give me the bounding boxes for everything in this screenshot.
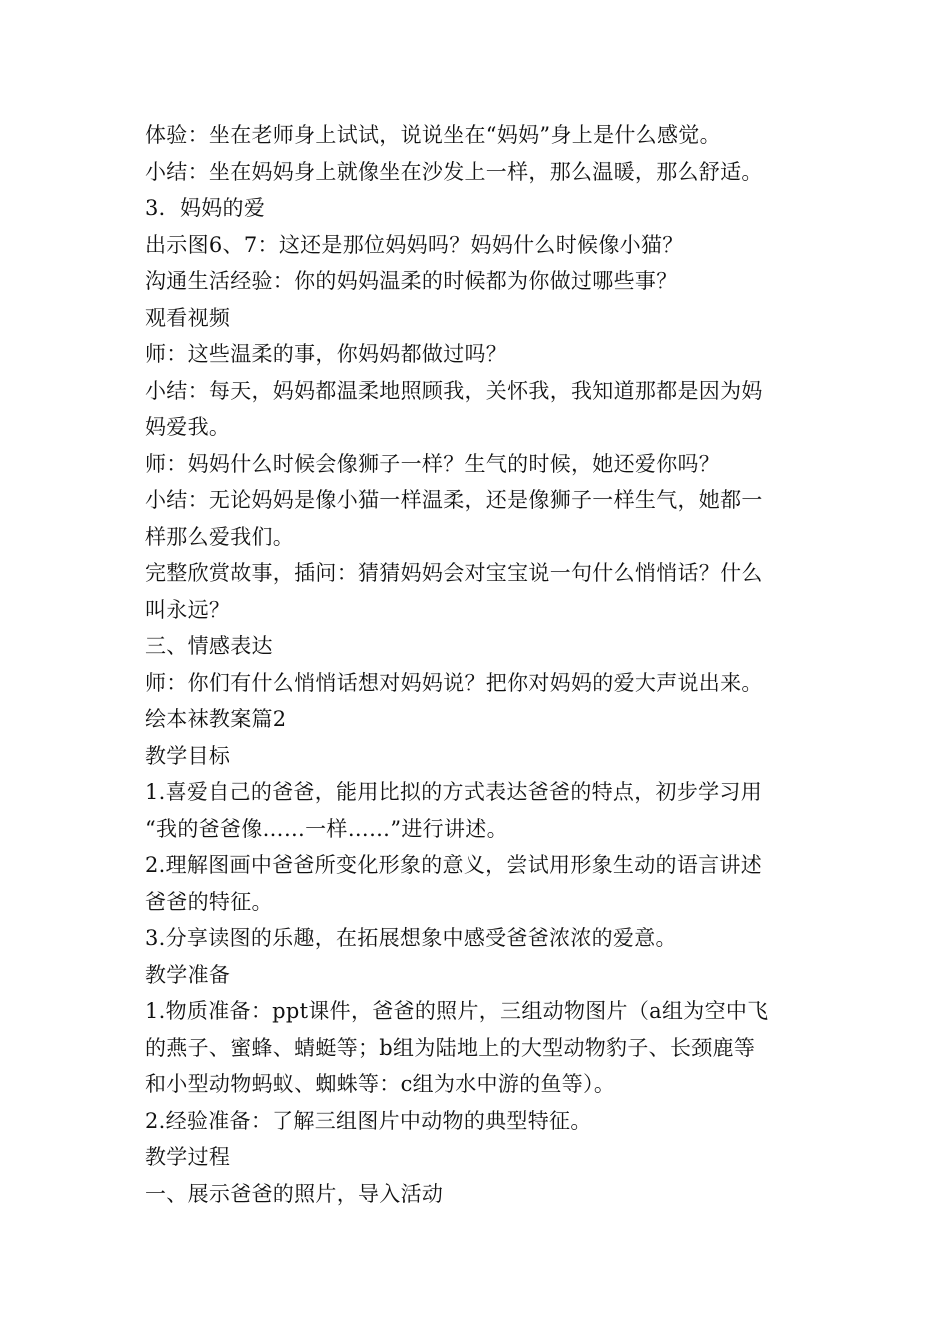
document-body	[145, 117, 810, 1212]
text-line: 爸爸的特征。	[145, 889, 273, 914]
text-line: 1.喜爱自己的爸爸，能用比拟的方式表达爸爸的特点，初步学习用	[145, 780, 763, 804]
text-line: 观看视频	[145, 305, 231, 330]
text-line: 出示图6、7：这还是那位妈妈吗？妈妈什么时候像小猫？	[145, 232, 684, 257]
text-line: 师：你们有什么悄悄话想对妈妈说？把你对妈妈的爱大声说出来。	[145, 670, 763, 695]
section-heading: 教学目标	[145, 743, 231, 768]
section-heading: 教学准备	[145, 962, 231, 987]
text-line: 的燕子、蜜蜂、蜻蜓等；b组为陆地上的大型动物豹子、长颈鹿等	[145, 1035, 756, 1060]
text-line: “我的爸爸像……一样……”进行讲述。	[145, 816, 508, 841]
text-line: 师：这些温柔的事，你妈妈都做过吗？	[145, 342, 508, 366]
text-line: 和小型动物蚂蚁、蜘蛛等：c组为水中游的鱼等）。	[145, 1072, 616, 1096]
text-line: 师：妈妈什么时候会像狮子一样？生气的时候，她还爱你吗？	[145, 451, 721, 476]
text-line: 小结：无论妈妈是像小猫一样温柔，还是像狮子一样生气，她都一	[145, 488, 763, 512]
section-heading: 教学过程	[145, 1145, 231, 1169]
text-line: 完整欣赏故事，插问：猜猜妈妈会对宝宝说一句什么悄悄话？什么	[145, 561, 763, 585]
text-line: 妈爱我。	[145, 415, 231, 439]
text-line: 3.分享读图的乐趣，在拓展想象中感受爸爸浓浓的爱意。	[145, 926, 677, 950]
text-line: 沟通生活经验：你的妈妈温柔的时候都为你做过哪些事？	[145, 269, 678, 293]
text-line: 2.理解图画中爸爸所变化形象的意义，尝试用形象生动的语言讲述	[145, 853, 763, 877]
text-line: 叫永远？	[145, 597, 231, 622]
section-heading: 3．妈妈的爱	[145, 196, 266, 220]
text-line: 小结：坐在妈妈身上就像坐在沙发上一样，那么温暖，那么舒适。	[145, 159, 763, 184]
text-line: 体验：坐在老师身上试试，说说坐在“妈妈”身上是什么感觉。	[145, 123, 721, 147]
section-heading: 三、情感表达	[145, 634, 273, 658]
lesson-title: 绘本袜教案篇2	[145, 707, 287, 731]
section-heading: 一、展示爸爸的照片，导入活动	[145, 1181, 444, 1206]
text-line: 小结：每天，妈妈都温柔地照顾我，关怀我，我知道那都是因为妈	[145, 378, 763, 403]
text-line: 1.物质准备：ppt课件，爸爸的照片，三组动物图片（a组为空中飞	[145, 999, 769, 1023]
text-line: 2.经验准备：了解三组图片中动物的典型特征。	[145, 1108, 592, 1133]
text-line: 样那么爱我们。	[145, 524, 295, 549]
